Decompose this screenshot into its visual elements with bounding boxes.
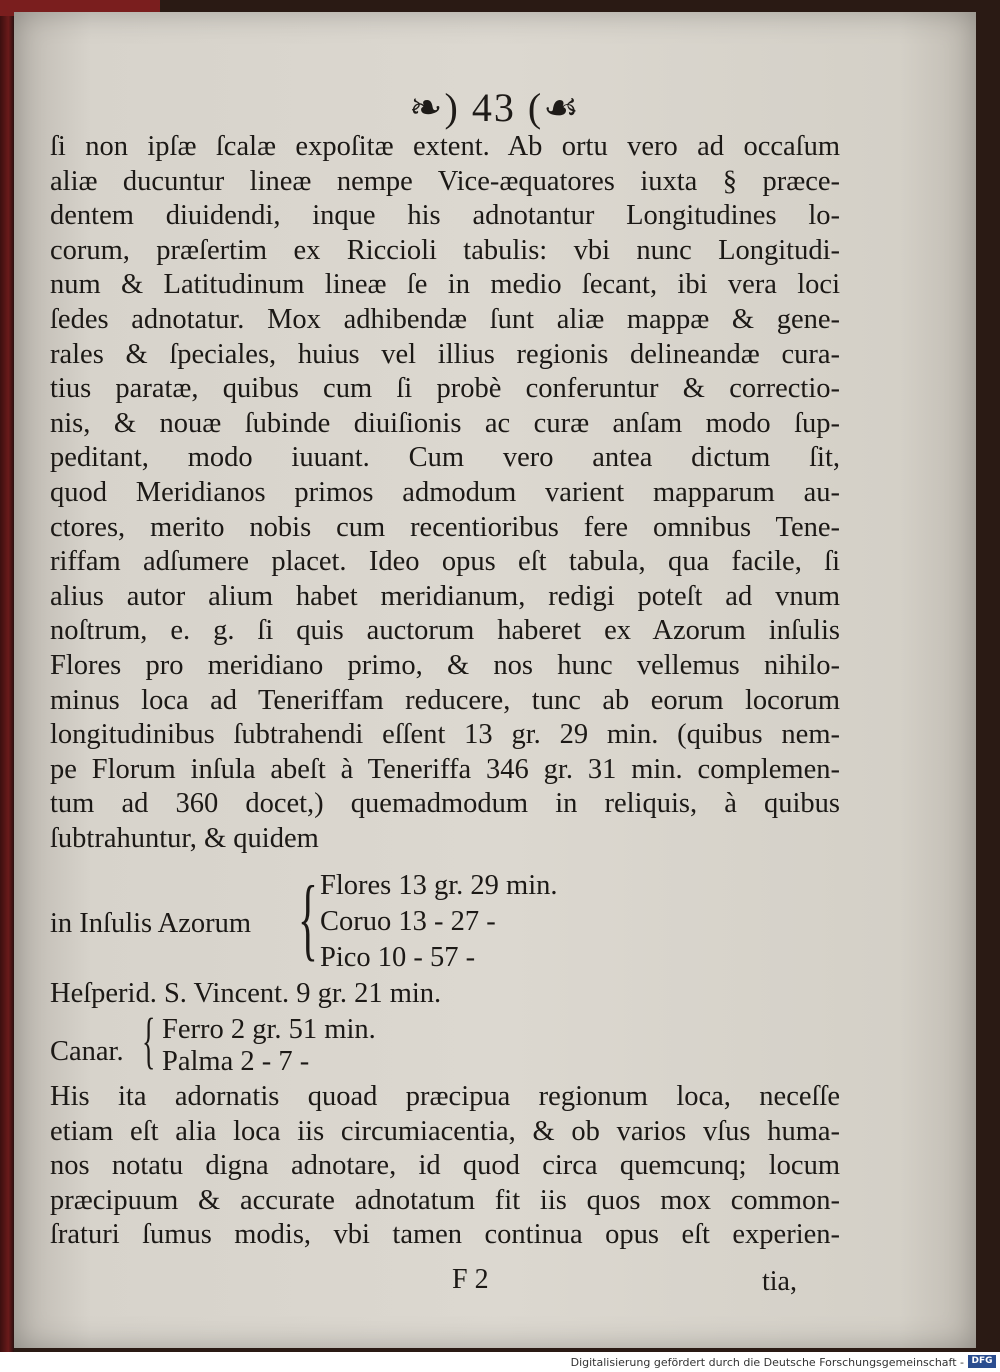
- text-line: His ita adornatis quoad præcipua regionum loca, neceſſe: [50, 1081, 840, 1112]
- table-row: Coruo 13 - 27 -: [320, 906, 496, 937]
- table-row: Pico 10 - 57 -: [320, 942, 476, 973]
- text-line: præcipuum & accurate adnotatum fit iis quos mox common-: [50, 1184, 840, 1216]
- signature-mark: F 2: [452, 1264, 489, 1295]
- text-line: minus loca ad Teneriffam reducere, tunc ab eorum locorum: [50, 684, 840, 716]
- page-number-header: ❧) 43 (☙: [408, 85, 581, 130]
- brace-glyph: {: [298, 867, 318, 969]
- text-line: ſi non ipſæ ſcalæ expoſitæ extent. Ab ortu vero ad occaſum: [50, 131, 840, 162]
- text-line: ſedes adnotatur. Mox adhibendæ ſunt aliæ mappæ & gene-: [50, 303, 840, 335]
- text-line: pe Florum inſula abeſt à Teneriffa 346 gr. 31 min. complemen-: [50, 753, 840, 785]
- brace-glyph: {: [142, 1007, 156, 1075]
- text-line: ctores, merito nobis cum recentioribus fere omnibus Tene-: [50, 511, 840, 543]
- canary-label: Canar.: [50, 1036, 124, 1067]
- text-line: ſubtrahuntur, & quidem: [50, 822, 319, 854]
- text-line: noſtrum, e. g. ſi quis auctorum haberet ex Azorum inſulis: [50, 615, 840, 647]
- book-page: [14, 12, 976, 1348]
- text-line: peditant, modo iuuant. Cum vero antea dictum ſit,: [50, 442, 840, 474]
- book-edge: [0, 0, 14, 1352]
- text-line: etiam eſt alia loca iis circumiacentia, & ob varios vſus huma-: [50, 1115, 840, 1147]
- text-line: tius paratæ, quibus cum ſi probè conferuntur & correctio-: [50, 373, 840, 405]
- text-line: alius autor alium habet meridianum, redigi poteſt ad vnum: [50, 580, 840, 612]
- text-line: Flores pro meridiano primo, & nos hunc vellemus nihilo-: [50, 649, 840, 681]
- text-line: dentem diuidendi, inque his adnotantur Longitudines lo-: [50, 200, 840, 232]
- text-line: tum ad 360 docet,) quemadmodum in reliquis, à quibus: [50, 788, 840, 820]
- text-line: nos notatu digna adnotare, id quod circa quemcunq; locum: [50, 1150, 840, 1182]
- footer-credit: Digitalisierung gefördert durch die Deutsche Forschungsgemeinschaft -: [570, 1356, 964, 1369]
- text-line: quod Meridianos primos admodum varient mapparum au-: [50, 476, 840, 508]
- paragraph-2: [50, 1080, 840, 1253]
- table-row: Flores 13 gr. 29 min.: [320, 870, 558, 901]
- text-line: aliæ ducuntur lineæ nempe Vice-æquatores iuxta § præce-: [50, 165, 840, 197]
- text-line: nis, & nouæ ſubinde diuiſionis ac curæ anſam modo ſup-: [50, 407, 840, 439]
- text-line: corum, præſertim ex Riccioli tabulis: vbi nunc Longitudi-: [50, 234, 840, 266]
- table-row: Ferro 2 gr. 51 min.: [162, 1014, 376, 1045]
- table-row: Palma 2 - 7 -: [162, 1046, 310, 1077]
- hesperides-row: Heſperid. S. Vincent. 9 gr. 21 min.: [50, 978, 442, 1009]
- azores-label: in Inſulis Azorum: [50, 908, 252, 939]
- catchword: tia,: [762, 1266, 797, 1297]
- dfg-logo-icon: DFG: [968, 1355, 996, 1368]
- paragraph-1: [50, 130, 840, 856]
- text-line: riffam adſumere placet. Ideo opus eſt tabula, qua facile, ſi: [50, 546, 840, 578]
- text-line: rales & ſpeciales, huius vel illius regionis delineandæ cura-: [50, 338, 840, 370]
- text-line: num & Latitudinum lineæ ſe in medio ſecant, ibi vera loci: [50, 269, 840, 301]
- text-line: longitudinibus ſubtrahendi eſſent 13 gr. 29 min. (quibus nem-: [50, 719, 840, 751]
- text-line: ſraturi ſumus modis, vbi tamen continua opus eſt experien-: [50, 1219, 840, 1251]
